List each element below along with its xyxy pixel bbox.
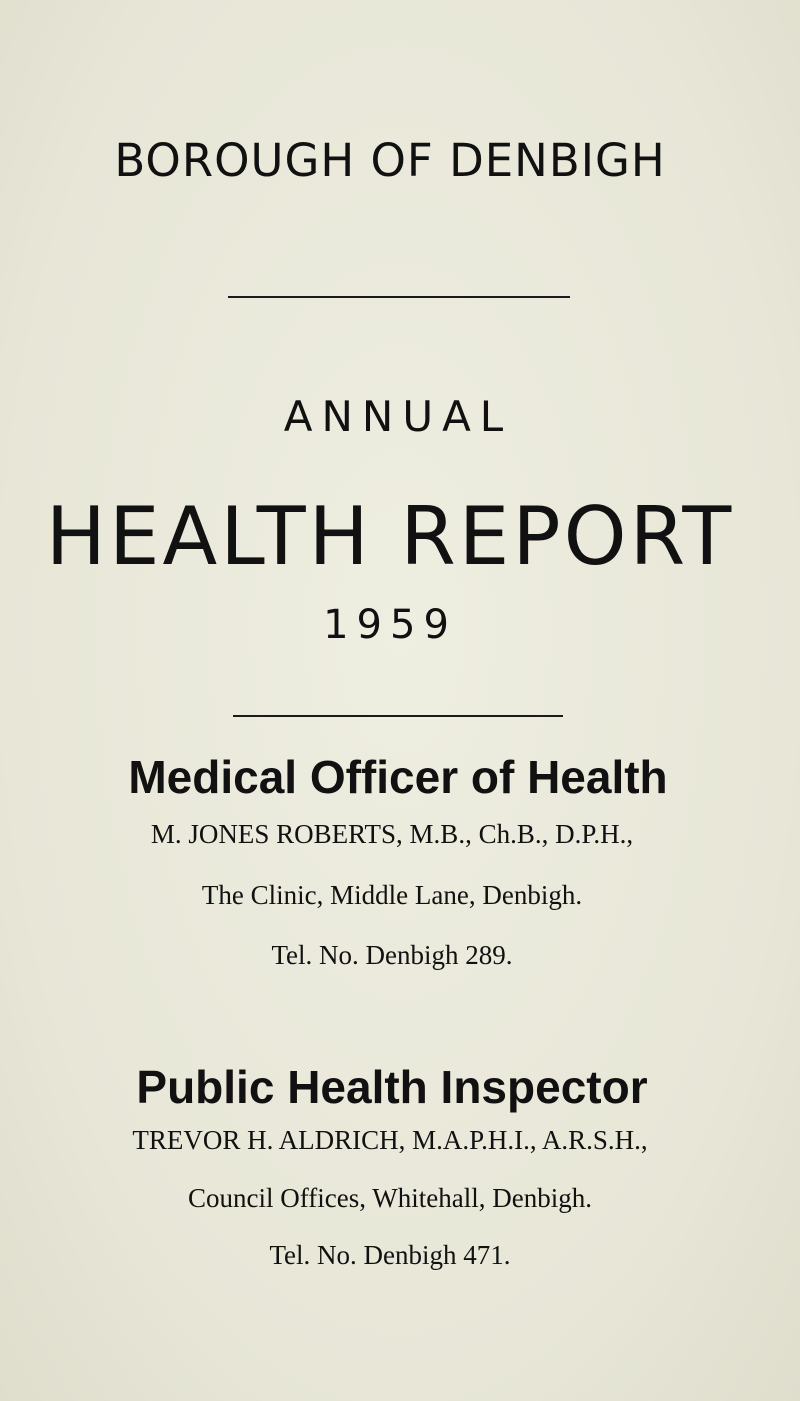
divider-top [228,296,570,298]
report-title: HEALTH REPORT [45,490,735,583]
health-inspector-telephone: Tel. No. Denbigh 471. [269,1240,511,1270]
report-kicker: ANNUAL [283,392,513,441]
divider-bottom [233,715,563,717]
health-inspector-heading: Public Health Inspector [136,1061,648,1113]
borough-title: BOROUGH OF DENBIGH [114,134,666,187]
health-inspector-name: TREVOR H. ALDRICH, M.A.P.H.I., A.R.S.H., [132,1125,648,1155]
report-year: 1959 [323,602,457,648]
medical-officer-telephone: Tel. No. Denbigh 289. [271,940,513,970]
medical-officer-heading: Medical Officer of Health [128,751,668,803]
medical-officer-name: M. JONES ROBERTS, M.B., Ch.B., D.P.H., [150,819,634,849]
health-inspector-address: Council Offices, Whitehall, Denbigh. [188,1183,592,1213]
medical-officer-address: The Clinic, Middle Lane, Denbigh. [201,880,583,910]
